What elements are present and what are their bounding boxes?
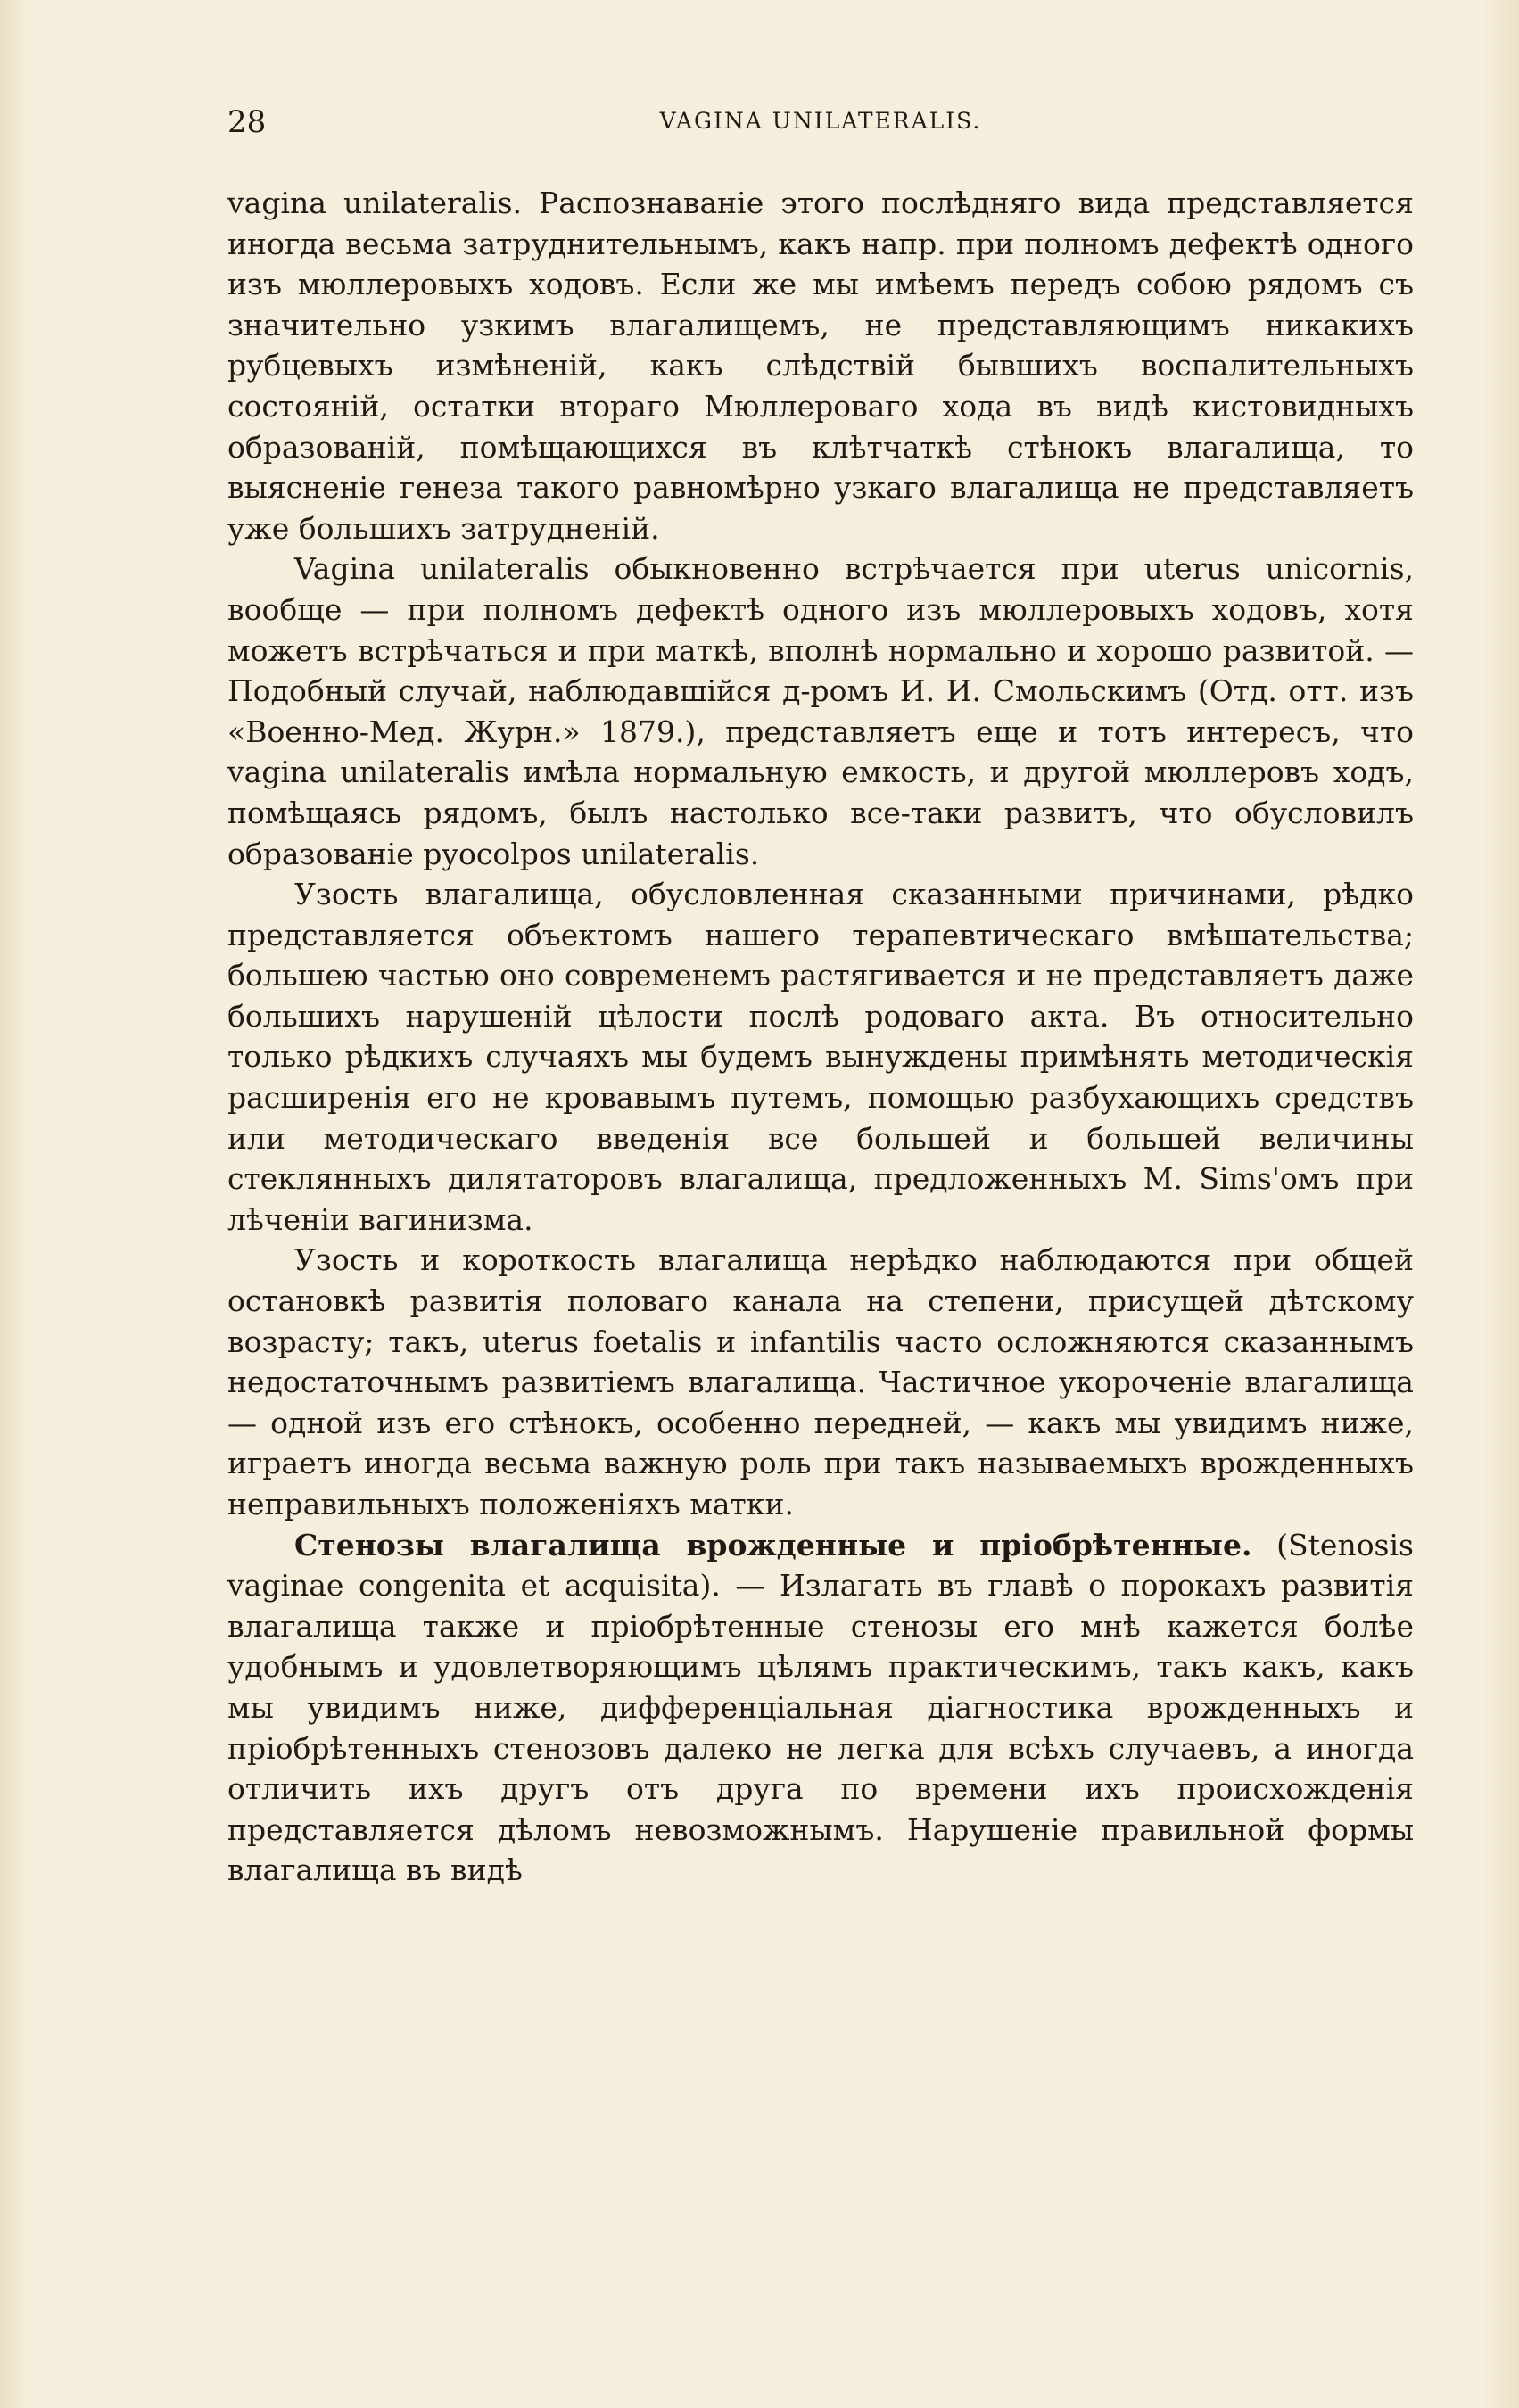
paragraph-4-text: Узость и короткость влагалища нерѣдко наблюдаются при общей остановкѣ развитія половаго канала на степени, присущей дѣтскому возрасту; такъ, uterus foetalis и infantilis часто осложняются сказаннымъ недостаточнымъ развитіемъ влагалища. Частичное укороченіе влагалища — одной изъ его стѣнокъ, особенно передней, — какъ мы увидимъ ниже, играетъ иногда весьма важную роль при такъ называемыхъ врожденныхъ неправильныхъ положеніяхъ матки. — [227, 1242, 1414, 1521]
paragraph-2-text: Vagina unilateralis обыкновенно встрѣчается при uterus unicornis, вообще — при полномъ дефектѣ одного изъ мюллеровыхъ ходовъ, хотя можетъ встрѣчаться и при маткѣ, вполнѣ нормально и хорошо развитой. — Подобный случай, наблюдавшійся д-ромъ И. И. Смольскимъ (Отд. отт. изъ «Военно-Мед. Журн.» 1879.), представляетъ еще и тотъ интересъ, что vagina unilateralis имѣла нормальную емкость, и другой мюллеровъ ходъ, помѣщаясь рядомъ, былъ настолько все-таки развитъ, что обусловилъ образованіе pyocolpos unilateralis. — [227, 551, 1414, 871]
paragraph-4 — [227, 1240, 1414, 1524]
paragraph-2 — [227, 548, 1414, 874]
body-text — [227, 183, 1414, 1891]
paragraph-1-text: vagina unilateralis. Распознаваніе этого послѣдняго вида представляется иногда весьма затруднительнымъ, какъ напр. при полномъ дефектѣ одного изъ мюллеровыхъ ходовъ. Если же мы имѣемъ передъ собою рядомъ съ значительно узкимъ влагалищемъ, не представляющимъ никакихъ рубцевыхъ измѣненій, какъ слѣдствій бывшихъ воспалительныхъ состояній, остатки втораго Мюллероваго хода въ видѣ кистовидныхъ образованій, помѣщающихся въ клѣтчаткѣ стѣнокъ влагалища, то выясненіе генеза такого равномѣрно узкаго влагалища не представляетъ уже большихъ затрудненій. — [227, 186, 1414, 546]
paragraph-3-text: Узость влагалища, обусловленная сказанными причинами, рѣдко представляется объектомъ нашего терапевтическаго вмѣшательства; большею частью оно современемъ растягивается и не представляетъ даже большихъ нарушеній цѣлости послѣ родоваго акта. Въ относительно только рѣдкихъ случаяхъ мы будемъ вынуждены примѣнять методическія расширенія его не кровавымъ путемъ, помощью разбухающихъ средствъ или методическаго введенія все большей и большей величины стеклянныхъ дилятаторовъ влагалища, предложенныхъ M. Sims'омъ при лѣченіи вагинизма. — [227, 877, 1414, 1237]
running-title: VAGINA UNILATERALIS. — [659, 108, 982, 134]
paragraph-3 — [227, 874, 1414, 1240]
page-header — [227, 104, 1414, 149]
paragraph-5 — [227, 1525, 1414, 1891]
section-heading: Стенозы влагалища врожденные и пріобрѣтенные. — [294, 1527, 1252, 1563]
page-number: 28 — [227, 104, 267, 140]
paragraph-1 — [227, 183, 1414, 548]
paragraph-5-text: (Stenosis vaginae congenita et acquisita). — Излагать въ главѣ о порокахъ развитія влагалища также и пріобрѣтенные стенозы его мнѣ кажется болѣе удобнымъ и удовлетворяющимъ цѣлямъ практическимъ, такъ какъ, какъ мы увидимъ ниже, дифференціальная діагностика врожденныхъ и пріобрѣтенныхъ стенозовъ далеко не легка для всѣхъ случаевъ, а иногда отличить ихъ другъ отъ друга по времени ихъ происхожденія представляется дѣломъ невозможнымъ. Нарушеніе правильной формы влагалища въ видѣ — [227, 1527, 1414, 1888]
